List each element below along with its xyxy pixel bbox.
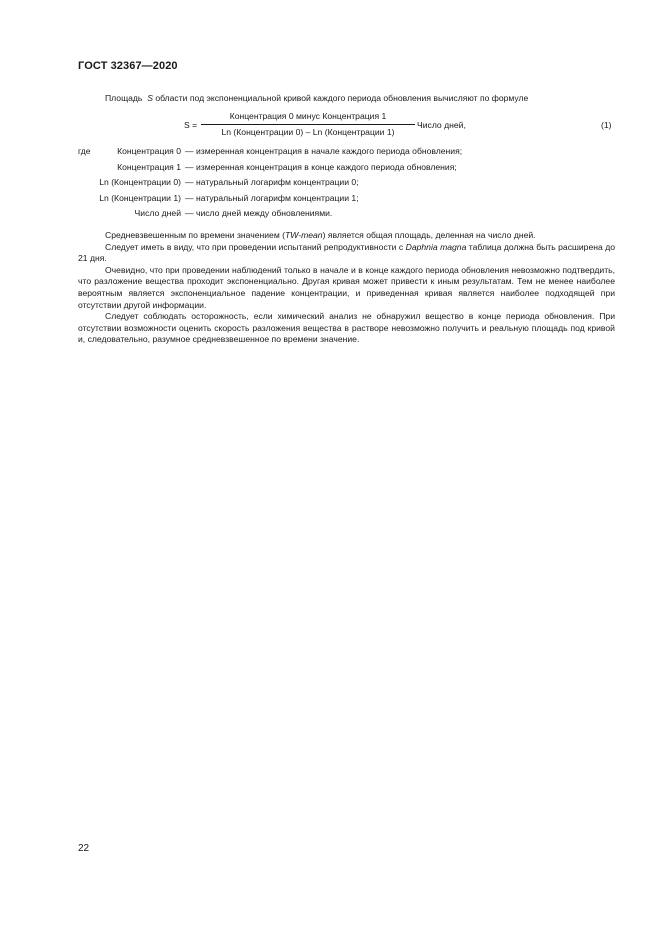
formula-denominator: Ln (Концентрации 0) – Ln (Концентрации 1)	[221, 127, 395, 137]
where-row	[78, 146, 618, 162]
where-term: Концентрация 1	[117, 161, 181, 172]
intro-after: области под экспоненциальной кривой каждого периода обновления вычисляют по формуле	[155, 93, 529, 103]
paragraph-caution: Следует соблюдать осторожность, если химический анализ не обнаружил вещество в конце периода обновления. При отсутствии возможности оценить скорость разложения вещества в растворе невозможно получить и реальную площадь под кривой и, следовательно, разумное средневзвешенное по времени значение.	[78, 311, 615, 345]
intro-before: Площадь	[105, 93, 143, 103]
p2-part-a: Следует иметь в виду, что при проведении испытаний репродуктивности с	[105, 241, 406, 252]
where-definition: — измеренная концентрация в конце каждого периода обновления;	[185, 161, 457, 172]
fraction-bar	[201, 124, 415, 125]
p2-part-b: таблица должна быть расширена до 21 дня.	[78, 241, 615, 264]
formula-block	[0, 111, 661, 145]
where-row	[78, 193, 618, 209]
where-label: где	[78, 146, 91, 156]
page-header-title: ГОСТ 32367—2020	[78, 60, 178, 72]
where-list	[78, 146, 618, 224]
p1-italic: TW-mean	[285, 230, 323, 240]
where-row	[78, 162, 618, 178]
p1-part-b: ) является общая площадь, деленная на число дней.	[322, 230, 536, 240]
intro-symbol: S	[147, 93, 153, 103]
paragraph-tw-mean	[78, 230, 615, 242]
where-definition: — натуральный логарифм концентрации 1;	[185, 192, 359, 203]
formula-lhs: S =	[184, 120, 198, 130]
formula-multiplier: Число дней,	[417, 120, 466, 130]
formula-number: (1)	[601, 120, 612, 130]
where-term: Ln (Концентрации 1)	[99, 192, 181, 203]
paragraph-daphnia	[78, 242, 615, 265]
where-term: Ln (Концентрации 0)	[99, 177, 181, 188]
paragraph-exponential: Очевидно, что при проведении наблюдений только в начале и в конце каждого периода обновления невозможно подтвердить, что разложение вещества проходит экспоненциально. Другая кривая может привести к иным результатам. Тем не менее наиболее вероятным является экспоненциальное падение концентрации, и приведенная кривая является наиболее подходящей при отсутствии другой информации.	[78, 264, 615, 310]
where-definition: — число дней между обновлениями.	[185, 208, 333, 219]
page-number: 22	[78, 843, 90, 854]
p2-italic: Daphnia magna	[405, 241, 467, 252]
where-term: Число дней	[134, 208, 181, 219]
where-definition: — натуральный логарифм концентрации 0;	[185, 177, 359, 188]
p1-part-a: Средневзвешенным по времени значением (	[105, 230, 285, 240]
where-term: Концентрация 0	[117, 146, 181, 156]
formula-intro-paragraph	[105, 93, 615, 105]
body-text	[78, 230, 615, 346]
formula-fraction	[201, 111, 415, 138]
where-definition: — измеренная концентрация в начале каждого периода обновления;	[185, 146, 463, 156]
where-row	[78, 208, 618, 224]
formula-numerator: Концентрация 0 минус Концентрация 1	[229, 111, 387, 121]
where-row	[78, 177, 618, 193]
